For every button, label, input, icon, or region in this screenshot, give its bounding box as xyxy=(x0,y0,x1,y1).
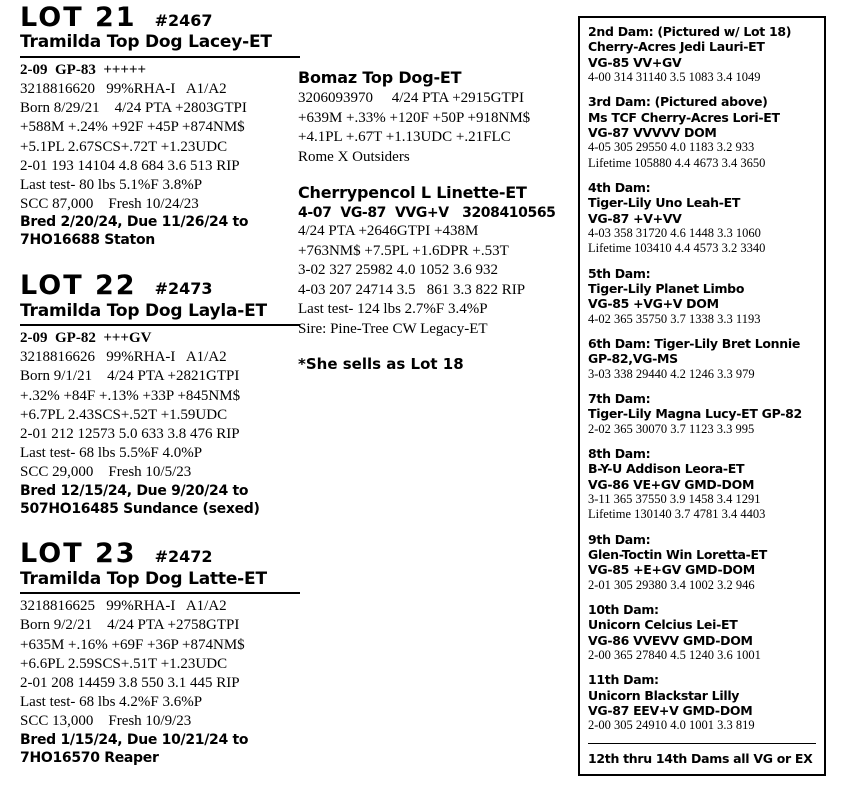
dam-record: 2-00 365 27840 4.5 1240 3.6 1001 xyxy=(588,647,761,662)
dam-subline: VG-87 VVVVV DOM xyxy=(588,124,717,140)
lot-line: SCC 29,000 Fresh 10/5/23 xyxy=(20,464,192,481)
dam-record: 2-01 305 29380 3.4 1002 3.2 946 xyxy=(588,577,755,592)
lot-line: +6.6PL 2.59SCS+.51T +1.23UDC xyxy=(20,655,228,672)
dam-heading: 4th Dam: xyxy=(588,180,651,195)
lot-line: Last test- 68 lbs 4.2%F 3.6%P xyxy=(20,694,203,711)
lot-number: LOT 22 xyxy=(20,270,137,302)
dam-line: 4-03 207 24714 3.5 861 3.3 822 RIP xyxy=(298,281,526,298)
dam-line: Last test- 124 lbs 2.7%F 3.4%P xyxy=(298,301,488,318)
dam-entry xyxy=(588,391,816,437)
dam-line: Sire: Pine-Tree CW Legacy-ET xyxy=(298,320,488,337)
dam-heading: 2nd Dam: (Pictured w/ Lot 18) xyxy=(588,24,792,39)
lot-line: Last test- 80 lbs 5.1%F 3.8%P xyxy=(20,177,203,194)
dam-entry xyxy=(588,672,816,733)
lot-line: 3218816625 99%RHA-I A1/A2 xyxy=(20,598,227,615)
lot-line: SCC 13,000 Fresh 10/9/23 xyxy=(20,713,192,730)
lot-header xyxy=(20,4,300,32)
lot-number: LOT 21 xyxy=(20,2,137,33)
dam-subline: Tiger-Lily Planet Limbo xyxy=(588,281,745,296)
animal-name: Tramilda Top Dog Layla-ET xyxy=(20,300,267,321)
lot-line: 2-01 208 14459 3.8 550 3.1 445 RIP xyxy=(20,675,240,692)
dam-record: Lifetime 105880 4.4 4673 3.4 3650 xyxy=(588,155,766,170)
dam-subline: VG-86 VE+GV GMD-DOM xyxy=(588,476,755,492)
dam-line: +763NM$ +7.5PL +1.6DPR +.53T xyxy=(298,242,509,259)
divider xyxy=(20,324,300,326)
dam-entry xyxy=(588,532,816,593)
lot-line: +588M +.24% +92F +45P +874NM$ xyxy=(20,119,245,136)
lot-line: 2-09 GP-83 +++++ xyxy=(20,61,147,78)
lot-entry-21 xyxy=(20,4,300,250)
lot-line: SCC 87,000 Fresh 10/24/23 xyxy=(20,196,199,213)
lot-id: #2467 xyxy=(154,11,213,30)
dam-record: 2-00 305 24910 4.0 1001 3.3 819 xyxy=(588,718,755,732)
dam-record: 4-02 365 35750 3.7 1338 3.3 1193 xyxy=(588,311,761,326)
lot-entry-23 xyxy=(20,540,300,767)
dam-subline: Tiger-Lily Uno Leah-ET xyxy=(588,195,741,211)
dam-subline: Cherry-Acres Jedi Lauri-ET xyxy=(588,39,765,55)
dam-line: 4-07 VG-87 VVG+V 3208410565 xyxy=(298,205,556,221)
dam-subline: VG-86 VVEVV GMD-DOM xyxy=(588,632,753,648)
animal-name: Tramilda Top Dog Lacey-ET xyxy=(20,32,272,53)
sire-line: +639M +.33% +120F +50P +918NM$ xyxy=(298,109,531,126)
dam-subline: B-Y-U Addison Leora-ET xyxy=(588,461,745,477)
dam-heading: 5th Dam: xyxy=(588,265,651,281)
lot-header xyxy=(20,540,300,568)
lot-line: 7HO16688 Staton xyxy=(20,232,155,249)
pedigree-column xyxy=(298,68,568,373)
lot-number: LOT 23 xyxy=(20,538,137,570)
dam-subline: VG-87 EEV+V GMD-DOM xyxy=(588,702,753,718)
dam-subline: GP-82,VG-MS xyxy=(588,351,678,367)
lot-entry-22 xyxy=(20,272,300,518)
sire-line: Rome X Outsiders xyxy=(298,148,410,165)
dam-entry xyxy=(588,180,816,257)
lot-header xyxy=(20,272,300,300)
dam-entry xyxy=(588,336,816,382)
lot-line: 2-01 193 14104 4.8 684 3.6 513 RIP xyxy=(20,157,240,174)
dam-record: 3-11 365 37550 3.9 1458 3.4 1291 xyxy=(588,491,761,506)
dam-record: 4-00 314 31140 3.5 1083 3.4 1049 xyxy=(588,69,761,84)
dam-heading: 9th Dam: xyxy=(588,531,651,547)
dam-line: 3-02 327 25982 4.0 1052 3.6 932 xyxy=(298,262,498,279)
dam-entry xyxy=(588,446,816,523)
dam-subline: Unicorn Celcius Lei-ET xyxy=(588,617,738,633)
dam-heading: 7th Dam: xyxy=(588,391,651,406)
dam-heading: 3rd Dam: (Pictured above) xyxy=(588,94,768,110)
dam-entry xyxy=(588,266,816,327)
sire-name: Bomaz Top Dog-ET xyxy=(298,68,462,87)
sire-line: +4.1PL +.67T +1.13UDC +.21FLC xyxy=(298,129,511,145)
lot-line: 3218816620 99%RHA-I A1/A2 xyxy=(20,81,227,98)
lot-line: 507HO16485 Sundance (sexed) xyxy=(20,500,260,517)
dam-subline: VG-85 VV+GV xyxy=(588,54,682,70)
lot-line: Born 9/1/21 4/24 PTA +2821GTPI xyxy=(20,368,240,385)
dam-name: Cherrypencol L Linette-ET xyxy=(298,183,527,202)
lot-line: 2-01 212 12573 5.0 633 3.8 476 RIP xyxy=(20,426,240,443)
dam-heading: 6th Dam: Tiger-Lily Bret Lonnie xyxy=(588,336,801,351)
dam-heading: 8th Dam: xyxy=(588,446,651,461)
dam-subline: Tiger-Lily Magna Lucy-ET GP-82 xyxy=(588,406,802,422)
dam-lineage-box xyxy=(578,16,826,776)
lot-id: #2472 xyxy=(154,547,213,567)
dam-record: Lifetime 130140 3.7 4781 3.4 4403 xyxy=(588,507,766,522)
lot-line: Bred 2/20/24, Due 11/26/24 to xyxy=(20,214,249,231)
lot-line: +635M +.16% +69F +36P +874NM$ xyxy=(20,636,245,653)
dam-subline: VG-85 +E+GV GMD-DOM xyxy=(588,562,755,578)
lot-line: 3218816626 99%RHA-I A1/A2 xyxy=(20,349,227,366)
dam-entry xyxy=(588,24,816,85)
dam-heading: 11th Dam: xyxy=(588,672,659,688)
dam-record: 2-02 365 30070 3.7 1123 3.3 995 xyxy=(588,421,755,436)
dam-line: 4/24 PTA +2646GTPI +438M xyxy=(298,223,479,240)
divider xyxy=(20,592,300,594)
dam-block xyxy=(298,183,568,339)
sells-note: *She sells as Lot 18 xyxy=(298,355,464,374)
dam-subline: VG-87 +V+VV xyxy=(588,210,682,226)
lot-id: #2473 xyxy=(154,279,213,299)
dam-entry xyxy=(588,602,816,663)
lot-line: Bred 1/15/24, Due 10/21/24 to xyxy=(20,731,249,748)
lineage-footnote: 12th thru 14th Dams all VG or EX xyxy=(588,750,813,766)
divider xyxy=(588,743,816,744)
sire-line: 3206093970 4/24 PTA +2915GTPI xyxy=(298,90,525,106)
lot-line: +6.7PL 2.43SCS+.52T +1.59UDC xyxy=(20,406,228,423)
sire-block xyxy=(298,68,568,167)
lot-line: Born 9/2/21 4/24 PTA +2758GTPI xyxy=(20,617,240,634)
lot-line: 2-09 GP-82 +++GV xyxy=(20,330,152,347)
dam-record: Lifetime 103410 4.4 4573 3.2 3340 xyxy=(588,241,766,256)
divider xyxy=(20,56,300,58)
lot-line: Last test- 68 lbs 5.5%F 4.0%P xyxy=(20,445,203,462)
dam-subline: Unicorn Blackstar Lilly xyxy=(588,687,740,703)
lot-line: 7HO16570 Reaper xyxy=(20,749,159,766)
dam-record: 3-03 338 29440 4.2 1246 3.3 979 xyxy=(588,366,755,381)
dam-record: 4-03 358 31720 4.6 1448 3.3 1060 xyxy=(588,225,761,240)
dam-subline: Glen-Toctin Win Loretta-ET xyxy=(588,547,768,562)
lot-line: Born 8/29/21 4/24 PTA +2803GTPI xyxy=(20,100,247,117)
animal-name: Tramilda Top Dog Latte-ET xyxy=(20,568,267,589)
lots-column xyxy=(20,4,300,789)
dam-entry xyxy=(588,94,816,171)
dam-subline: Ms TCF Cherry-Acres Lori-ET xyxy=(588,109,780,125)
lot-line: +5.1PL 2.67SCS+.72T +1.23UDC xyxy=(20,138,228,155)
dam-record: 4-05 305 29550 4.0 1183 3.2 933 xyxy=(588,140,755,154)
lot-line: +.32% +84F +.13% +33P +845NM$ xyxy=(20,387,241,404)
dam-heading: 10th Dam: xyxy=(588,602,659,617)
dam-subline: VG-85 +VG+V DOM xyxy=(588,296,719,312)
lot-line: Bred 12/15/24, Due 9/20/24 to xyxy=(20,482,249,499)
